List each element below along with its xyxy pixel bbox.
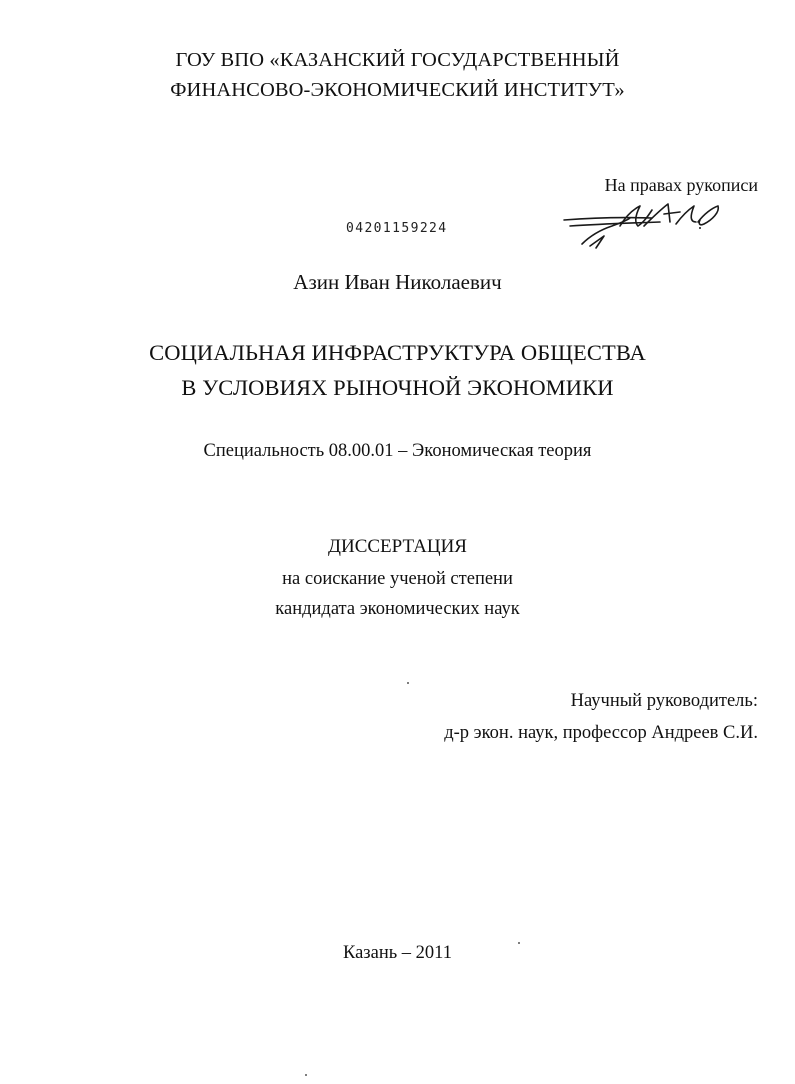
thesis-title-line-2: В УСЛОВИЯХ РЫНОЧНОЙ ЭКОНОМИКИ [181, 375, 614, 400]
scan-speck [305, 1074, 307, 1076]
degree-line-1: на соискание ученой степени [282, 569, 513, 589]
author-name: Азин Иван Николаевич [293, 270, 502, 294]
degree-line-2: кандидата экономических наук [275, 599, 520, 619]
scan-speck [407, 682, 409, 684]
specialty: Специальность 08.00.01 – Экономическая теория [203, 441, 592, 461]
institution-line-2: ФИНАНСОВО-ЭКОНОМИЧЕСКИЙ ИНСТИТУТ» [170, 79, 625, 101]
handwritten-signature [560, 196, 730, 260]
rights-note: На правах рукописи [604, 175, 758, 195]
city-year: Казань – 2011 [343, 943, 452, 963]
document-type: ДИССЕРТАЦИЯ [328, 536, 467, 557]
institution-line-1: ГОУ ВПО «КАЗАНСКИЙ ГОСУДАРСТВЕННЫЙ [175, 49, 620, 71]
scan-speck [518, 942, 520, 944]
thesis-title-line-1: СОЦИАЛЬНАЯ ИНФРАСТРУКТУРА ОБЩЕСТВА [149, 340, 646, 365]
supervisor-label: Научный руководитель: [570, 691, 758, 711]
supervisor-name: д-р экон. наук, профессор Андреев С.И. [444, 723, 758, 743]
registration-code: 04201159224 [346, 221, 448, 236]
